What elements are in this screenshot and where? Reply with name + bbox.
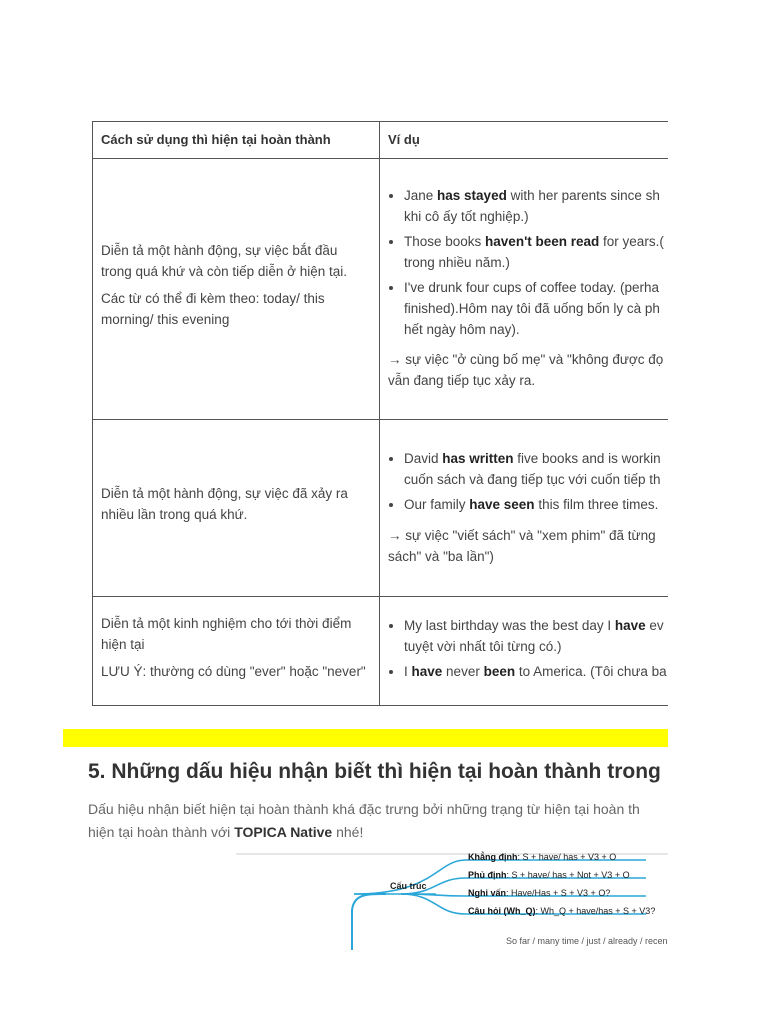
list-item: • My last birthday was the best day I have ev tuyệt vời nhất tôi từng có.) (404, 616, 668, 658)
example-cell (380, 159, 669, 420)
mindmap-lines (236, 850, 668, 950)
usage-text: Diễn tả một kinh nghiệm cho tới thời điểm hiện tại (101, 615, 352, 652)
example-list (388, 449, 668, 516)
usage-table (92, 121, 668, 706)
usage-cell (93, 597, 380, 706)
usage-text: Diễn tả một hành động, sự việc đã xảy ra nhiều lần trong quá khứ. (101, 486, 348, 523)
section-heading: 5. Những dấu hiệu nhận biết thì hiện tại hoàn thành trong (88, 760, 661, 783)
usage-cell (93, 420, 380, 597)
table-row (93, 159, 669, 420)
mindmap-branch: Phủ định: S + have/ has + Not + V3 + O (468, 870, 630, 880)
usage-text: Các từ có thể đi kèm theo: today/ this morning/ this evening (101, 291, 325, 328)
header-usage: Cách sử dụng thì hiện tại hoàn thành (93, 122, 380, 159)
example-list (388, 186, 668, 340)
example-cell (380, 597, 669, 706)
list-item: • David has written five books and is workin cuốn sách và đang tiếp tục với cuốn tiếp th (404, 449, 668, 491)
mindmap-branch: Câu hỏi (Wh_Q): Wh_Q + have/has + S + V3? (468, 906, 656, 916)
mindmap-root: Cấu trúc (390, 881, 427, 891)
note-text: → sự việc "ở cùng bố mẹ" và "không được đọ vẫn đang tiếp tục xảy ra. (388, 352, 664, 389)
header-example: Ví dụ (380, 122, 669, 159)
example-cell (380, 420, 669, 597)
table-row (93, 420, 669, 597)
list-item: • Jane has stayed with her parents since sh khi cô ấy tốt nghiệp.) (404, 186, 668, 228)
table-header-row (93, 122, 669, 159)
mindmap-cut-text: So far / many time / just / already / recen (506, 936, 668, 946)
list-item: • Our family have seen this film three times. (404, 495, 668, 516)
mindmap-diagram (236, 850, 668, 950)
mindmap-branch: Khẳng định: S + have/ has + V3 + O (468, 852, 617, 862)
list-item: • I've drunk four cups of coffee today. (perha finished).Hôm nay tôi đã uống bốn ly cà ph hết ngày hôm nay). (404, 278, 668, 341)
usage-text: Diễn tả một hành động, sự việc bắt đầu trong quá khứ và còn tiếp diễn ở hiện tại. (101, 243, 348, 280)
usage-text: LƯU Ý: thường có dùng "ever" hoặc "never" (101, 663, 366, 679)
mindmap-branch: Nghi vấn: Have/Has + S + V3 + O? (468, 888, 611, 898)
section-intro: Dấu hiệu nhận biết hiện tại hoàn thành khá đặc trưng bởi những trạng từ hiện tại hoàn th hiện tại hoàn thành với TOPICA Native nhé! (88, 801, 640, 841)
note-text: → sự việc "viết sách" và "xem phim" đã từng sách" và "ba lần") (388, 527, 656, 564)
table-row (93, 597, 669, 706)
highlight-bar (63, 729, 668, 747)
usage-cell (93, 159, 380, 420)
list-item: • Those books haven't been read for years.( trong nhiều năm.) (404, 232, 668, 274)
list-item: • I have never been to America. (Tôi chưa ba (404, 662, 668, 683)
brand-name: TOPICA Native (234, 824, 333, 841)
example-list (388, 616, 668, 683)
